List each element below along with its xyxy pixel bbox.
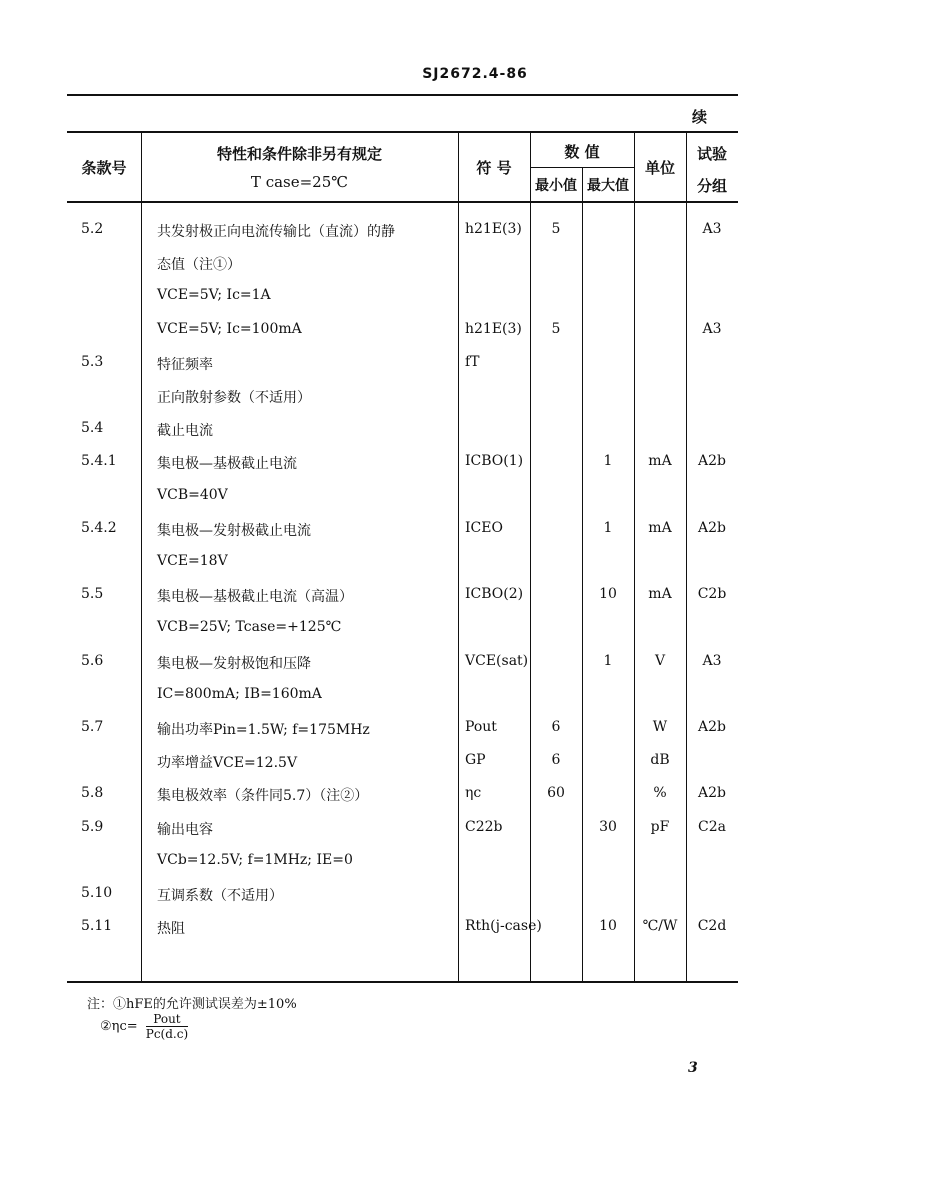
cell-desc: VCE=5V; Ic=1A bbox=[157, 287, 271, 304]
cell-desc: 集电极—发射极截止电流 bbox=[157, 522, 311, 539]
cell-sym: fT bbox=[465, 353, 480, 370]
cell-sym: ηc bbox=[465, 785, 482, 802]
hdr-divider bbox=[530, 133, 531, 201]
cell-unit: W bbox=[652, 719, 668, 735]
cell-sym: ICEO bbox=[465, 519, 503, 536]
cell-desc: VCE=5V; Ic=100mA bbox=[157, 320, 302, 337]
table-row bbox=[67, 811, 738, 844]
cell-grp: A3 bbox=[702, 652, 722, 669]
cell-sym: ICBO(2) bbox=[465, 586, 524, 603]
cell-desc: 输出功率Pin=1.5W; f=175MHz bbox=[157, 722, 370, 738]
cell-no: 5.9 bbox=[81, 818, 104, 835]
cell-no: 5.10 bbox=[81, 885, 113, 901]
header-min: 最小值 bbox=[535, 178, 577, 194]
cell-desc: 集电极—基极截止电流 bbox=[157, 456, 297, 473]
table-row bbox=[67, 678, 738, 711]
cell-no: 5.11 bbox=[81, 918, 113, 935]
cell-desc: 正向散射参数（不适用） bbox=[157, 390, 311, 406]
cell-no: 5.2 bbox=[81, 221, 104, 237]
table-row bbox=[67, 213, 738, 246]
cell-max: 10 bbox=[599, 586, 617, 603]
table-row bbox=[67, 479, 738, 512]
cell-min: 6 bbox=[551, 719, 561, 735]
cell-no: 5.4.2 bbox=[81, 519, 117, 536]
cell-desc: VCb=12.5V; f=1MHz; IE=0 bbox=[157, 851, 353, 868]
table-row bbox=[67, 578, 738, 611]
header-symbol: 符 号 bbox=[476, 159, 512, 177]
cell-desc: 热阻 bbox=[157, 921, 185, 938]
cell-unit: ℃/W bbox=[642, 918, 678, 935]
table-header bbox=[67, 133, 738, 203]
cell-no: 5.4 bbox=[81, 420, 104, 437]
note-2 bbox=[100, 1012, 188, 1041]
hdr-divider bbox=[634, 133, 635, 201]
cell-sym: Pout bbox=[465, 719, 497, 735]
cell-max: 1 bbox=[603, 519, 613, 536]
cell-min: 6 bbox=[551, 752, 561, 769]
cell-max: 1 bbox=[603, 652, 613, 669]
table-row bbox=[67, 346, 738, 379]
cell-desc: VCB=25V; Tcase=+125℃ bbox=[157, 619, 342, 636]
cell-grp: C2d bbox=[697, 918, 727, 935]
header-value: 数 值 bbox=[564, 143, 600, 161]
cell-sym: h21E(3) bbox=[465, 221, 522, 237]
cell-desc: 态值（注①） bbox=[157, 257, 241, 274]
cell-sym: C22b bbox=[465, 818, 503, 835]
header-condition: T case=25℃ bbox=[250, 173, 349, 191]
cell-min: 60 bbox=[547, 785, 565, 802]
cell-max: 10 bbox=[599, 918, 617, 935]
header-rule bbox=[67, 94, 738, 96]
cell-no: 5.6 bbox=[81, 652, 104, 669]
note-2-denominator: Pc(d.c) bbox=[145, 1027, 189, 1041]
cell-no: 5.4.1 bbox=[81, 453, 117, 470]
cell-no: 5.5 bbox=[81, 586, 104, 603]
cell-desc: 互调系数（不适用） bbox=[157, 888, 283, 904]
cell-desc: 共发射极正向电流传输比（直流）的静 bbox=[157, 224, 395, 240]
cell-desc: VCB=40V bbox=[157, 486, 228, 503]
cell-grp: C2a bbox=[698, 818, 726, 835]
cell-unit: V bbox=[654, 652, 666, 669]
table-row bbox=[67, 412, 738, 445]
table-row bbox=[67, 279, 738, 312]
cell-unit: mA bbox=[648, 519, 672, 536]
continued-label: 续 bbox=[692, 108, 708, 126]
hdr-divider bbox=[458, 133, 459, 201]
cell-desc: 功率增益VCE=12.5V bbox=[157, 755, 298, 772]
cell-max: 30 bbox=[599, 818, 617, 835]
cell-max: 1 bbox=[603, 453, 613, 470]
cell-grp: C2b bbox=[697, 586, 727, 603]
cell-unit: % bbox=[653, 785, 667, 802]
hdr-divider bbox=[686, 133, 687, 201]
cell-grp: A2b bbox=[698, 785, 726, 802]
cell-no: 5.7 bbox=[81, 719, 104, 735]
spec-table bbox=[67, 131, 738, 983]
table-row bbox=[67, 645, 738, 678]
cell-unit: mA bbox=[648, 586, 672, 603]
cell-no: 5.8 bbox=[81, 785, 104, 802]
cell-grp: A2b bbox=[698, 519, 726, 536]
cell-min: 5 bbox=[551, 320, 561, 337]
header-group-line1: 试验 bbox=[696, 145, 727, 163]
header-group-line2: 分组 bbox=[696, 177, 727, 195]
cell-desc: VCE=18V bbox=[157, 553, 228, 569]
header-max: 最大值 bbox=[587, 178, 629, 194]
cell-desc: 特征频率 bbox=[157, 356, 213, 373]
note-2-numerator: Pout bbox=[146, 1012, 188, 1027]
cell-sym: VCE(sat) bbox=[465, 652, 529, 669]
cell-desc: 输出电容 bbox=[157, 821, 213, 838]
cell-unit: dB bbox=[650, 752, 670, 769]
table-row bbox=[67, 777, 738, 810]
cell-desc: 集电极效率（条件同5.7）（注②） bbox=[157, 788, 369, 805]
table-row bbox=[67, 611, 738, 644]
cell-grp: A2b bbox=[698, 719, 726, 735]
cell-sym: Rth(j-case) bbox=[465, 918, 542, 935]
table-body bbox=[67, 203, 738, 981]
cell-unit: pF bbox=[650, 818, 670, 835]
hdr-divider bbox=[141, 133, 142, 201]
cell-sym: GP bbox=[465, 752, 486, 769]
table-row bbox=[67, 844, 738, 877]
cell-no: 5.3 bbox=[81, 353, 104, 370]
cell-desc: 集电极—发射极饱和压降 bbox=[157, 655, 311, 672]
table-row bbox=[67, 877, 738, 910]
cell-desc: IC=800mA; IB=160mA bbox=[157, 685, 322, 702]
header-characteristic: 特性和条件除非另有规定 bbox=[216, 145, 382, 163]
header-clause: 条款号 bbox=[81, 159, 127, 177]
page-number: 3 bbox=[688, 1060, 698, 1076]
table-row bbox=[67, 744, 738, 777]
cell-desc: 集电极—基极截止电流（高温） bbox=[157, 589, 353, 606]
table-row bbox=[67, 379, 738, 412]
table-row bbox=[67, 711, 738, 744]
cell-grp: A3 bbox=[702, 221, 722, 237]
cell-grp: A3 bbox=[702, 320, 722, 337]
cell-grp: A2b bbox=[698, 453, 726, 470]
cell-sym: h21E(3) bbox=[465, 320, 522, 337]
cell-min: 5 bbox=[551, 221, 561, 237]
table-row bbox=[67, 910, 738, 943]
table-row bbox=[67, 246, 738, 279]
note-2-fraction bbox=[146, 1012, 188, 1041]
table-row bbox=[67, 545, 738, 578]
header-unit: 单位 bbox=[644, 159, 675, 177]
document-id: SJ2672.4-86 bbox=[422, 66, 528, 82]
cell-sym: ICBO(1) bbox=[465, 453, 524, 470]
cell-unit: mA bbox=[648, 453, 672, 470]
table-row bbox=[67, 445, 738, 478]
note-2-prefix: ②ηc= bbox=[100, 1019, 138, 1034]
note-1: 注：①hFE的允许测试误差为±10% bbox=[87, 997, 297, 1012]
hdr-divider bbox=[582, 167, 583, 201]
table-row bbox=[67, 512, 738, 545]
cell-desc: 截止电流 bbox=[157, 423, 213, 440]
table-row bbox=[67, 313, 738, 346]
